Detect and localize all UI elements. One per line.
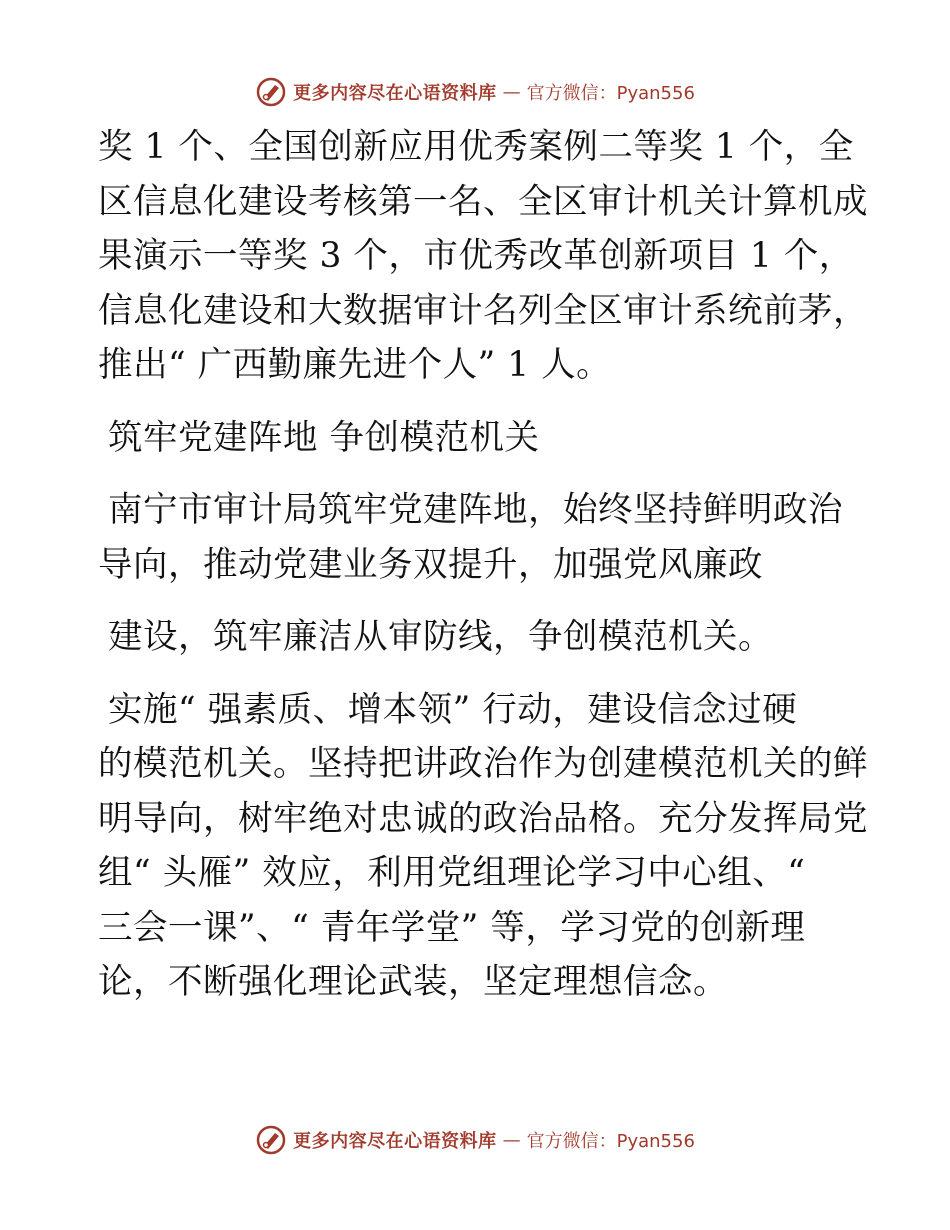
- section-heading: 筑牢党建阵地 争创模范机关: [108, 417, 540, 458]
- paragraph-intro: [98, 483, 858, 592]
- paragraph-continuation: [98, 610, 858, 665]
- text-line: 的模范机关。坚持把讲政治作为创建模范机关的鲜: [98, 744, 868, 784]
- watermark-wechat-text: 官方微信：Pyan556: [526, 1131, 695, 1152]
- document-body: [98, 120, 868, 1010]
- footer-watermark: [0, 1118, 950, 1162]
- text-line: 三会一课”、“ 青年学堂” 等，学习党的创新理: [98, 907, 806, 948]
- text-line: 推出“ 广西勤廉先进个人” 1 人。: [98, 345, 612, 385]
- paragraph-action: [98, 683, 868, 1010]
- text-line: 组“ 头雁” 效应，利用党组理论学习中心组、“: [98, 853, 806, 893]
- watermark-brand-text: 更多内容尽在心语资料库: [293, 83, 497, 104]
- brand-logo-icon: [255, 1124, 287, 1156]
- watermark-separator: —: [502, 1129, 521, 1151]
- brand-logo-icon: [255, 76, 287, 108]
- text-line: 南宁市审计局筑牢党建阵地，始终坚持鲜明政治: [108, 490, 843, 530]
- text-line: 建设，筑牢廉洁从审防线，争创模范机关。: [108, 617, 773, 657]
- watermark-brand-text: 更多内容尽在心语资料库: [293, 1131, 497, 1152]
- text-line: 区信息化建设考核第一名、全区审计机关计算机成: [98, 181, 868, 222]
- text-line: 导向，推动党建业务双提升，加强党风廉政: [98, 544, 763, 585]
- paragraph-awards: [98, 120, 868, 393]
- text-line: 信息化建设和大数据审计名列全区审计系统前茅，: [98, 290, 868, 331]
- text-line: 实施“ 强素质、增本领” 行动，建设信念过硬: [108, 689, 798, 730]
- watermark-wechat-text: 官方微信：Pyan556: [526, 83, 695, 104]
- text-line: 果演示一等奖 3 个，市优秀改革创新项目 1 个，: [98, 236, 854, 276]
- watermark-separator: —: [502, 81, 521, 103]
- text-line: 奖 1 个、全国创新应用优秀案例二等奖 1 个，全: [98, 127, 854, 167]
- header-watermark: [0, 70, 950, 114]
- text-line: 明导向，树牢绝对忠诚的政治品格。充分发挥局党: [98, 798, 868, 839]
- text-line: 论，不断强化理论武装，坚定理想信念。: [98, 962, 728, 1002]
